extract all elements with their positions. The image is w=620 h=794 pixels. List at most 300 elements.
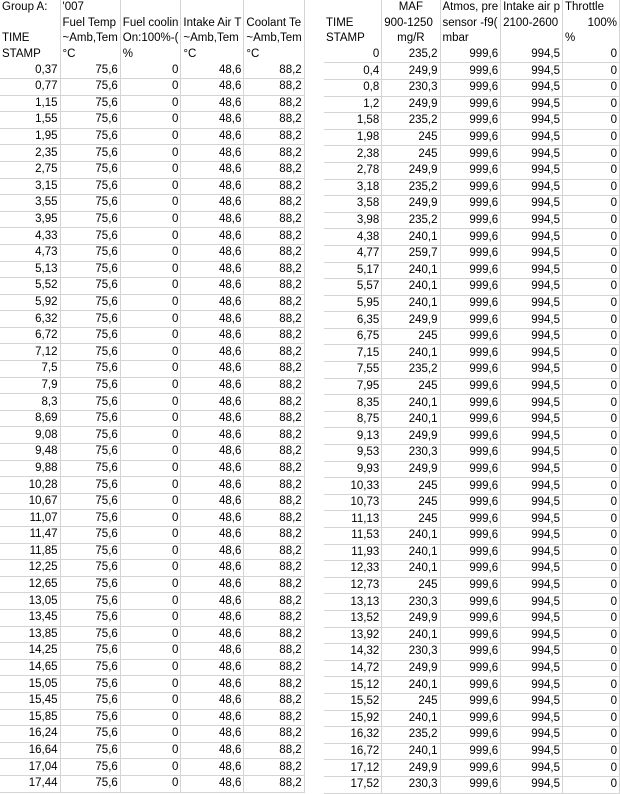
left-data-cell[interactable]: 0 (120, 560, 181, 577)
right-data-cell[interactable]: 999,6 (440, 312, 501, 329)
right-data-cell[interactable]: 0 (563, 411, 620, 428)
right-data-cell[interactable]: 0 (563, 262, 620, 279)
left-data-cell[interactable]: 75,6 (60, 726, 120, 743)
right-data-cell[interactable]: 994,5 (501, 561, 563, 578)
left-data-cell[interactable]: 75,6 (60, 692, 120, 709)
left-data-cell[interactable]: 48,6 (181, 294, 244, 311)
right-data-cell[interactable]: 249,9 (382, 760, 440, 777)
left-data-cell[interactable]: 88,2 (244, 692, 304, 709)
left-data-cell[interactable]: 7,12 (0, 344, 60, 361)
left-header-cell[interactable]: % (120, 47, 181, 63)
left-data-cell[interactable]: 0 (120, 726, 181, 743)
right-data-cell[interactable]: 994,5 (501, 262, 563, 279)
right-data-cell[interactable]: 259,7 (382, 245, 440, 262)
left-data-cell[interactable]: 7,9 (0, 377, 60, 394)
left-data-cell[interactable]: 75,6 (60, 493, 120, 510)
right-data-cell[interactable]: 0 (563, 47, 620, 63)
left-data-cell[interactable]: 3,15 (0, 178, 60, 195)
right-data-cell[interactable]: 245 (382, 494, 440, 511)
left-data-cell[interactable]: 17,44 (0, 775, 60, 792)
right-data-cell[interactable]: 0 (563, 677, 620, 694)
right-data-cell[interactable]: 15,92 (324, 710, 382, 727)
left-data-cell[interactable]: 88,2 (244, 726, 304, 743)
left-data-cell[interactable]: 75,6 (60, 775, 120, 792)
right-data-cell[interactable]: 15,52 (324, 693, 382, 710)
right-header-cell[interactable]: % (563, 31, 620, 47)
right-data-cell[interactable]: 999,6 (440, 428, 501, 445)
left-header-cell[interactable]: Group A: (0, 0, 60, 16)
right-data-cell[interactable]: 0 (563, 445, 620, 462)
left-data-cell[interactable]: 0 (120, 95, 181, 112)
right-data-cell[interactable]: 240,1 (382, 395, 440, 412)
left-header-cell[interactable]: °C (60, 47, 120, 63)
right-data-cell[interactable]: 235,2 (382, 47, 440, 63)
left-data-cell[interactable]: 0 (120, 510, 181, 527)
left-data-cell[interactable]: 75,6 (60, 676, 120, 693)
left-data-cell[interactable]: 0 (120, 112, 181, 129)
right-data-cell[interactable]: 994,5 (501, 245, 563, 262)
left-data-cell[interactable]: 1,15 (0, 95, 60, 112)
left-data-cell[interactable]: 88,2 (244, 493, 304, 510)
left-data-cell[interactable]: 2,75 (0, 161, 60, 178)
right-data-cell[interactable]: 999,6 (440, 79, 501, 96)
right-data-cell[interactable]: 3,58 (324, 196, 382, 213)
right-data-cell[interactable]: 994,5 (501, 461, 563, 478)
left-data-cell[interactable]: 0 (120, 460, 181, 477)
left-header-cell[interactable]: ~Amb,Tem (181, 31, 244, 47)
left-data-cell[interactable]: 0 (120, 527, 181, 544)
left-data-cell[interactable]: 7,5 (0, 361, 60, 378)
left-data-cell[interactable]: 48,6 (181, 543, 244, 560)
left-header-cell[interactable]: TIME (0, 31, 60, 47)
right-data-cell[interactable]: 994,5 (501, 710, 563, 727)
right-data-cell[interactable]: 994,5 (501, 693, 563, 710)
right-header-cell[interactable]: TIME (324, 16, 382, 32)
left-header-cell[interactable]: STAMP (0, 47, 60, 63)
right-data-cell[interactable]: 17,12 (324, 760, 382, 777)
left-data-cell[interactable]: 48,6 (181, 460, 244, 477)
left-header-cell[interactable]: On:100%-( (120, 31, 181, 47)
right-data-cell[interactable]: 999,6 (440, 146, 501, 163)
right-data-cell[interactable]: 994,5 (501, 229, 563, 246)
right-data-cell[interactable]: 999,6 (440, 179, 501, 196)
left-data-cell[interactable]: 0 (120, 659, 181, 676)
right-data-cell[interactable]: 994,5 (501, 727, 563, 744)
right-data-cell[interactable]: 994,5 (501, 677, 563, 694)
right-data-cell[interactable]: 999,6 (440, 743, 501, 760)
left-data-cell[interactable]: 0 (120, 394, 181, 411)
right-data-cell[interactable]: 240,1 (382, 561, 440, 578)
left-data-cell[interactable]: 5,52 (0, 278, 60, 295)
right-header-cell[interactable]: Intake air p (501, 0, 563, 16)
left-data-cell[interactable]: 48,6 (181, 560, 244, 577)
left-data-cell[interactable]: 75,6 (60, 62, 120, 78)
right-data-cell[interactable]: 245 (382, 577, 440, 594)
left-data-cell[interactable]: 75,6 (60, 643, 120, 660)
right-data-cell[interactable]: 994,5 (501, 594, 563, 611)
right-header-cell[interactable] (501, 31, 563, 47)
right-data-cell[interactable]: 0 (563, 245, 620, 262)
left-header-cell[interactable]: '007 (60, 0, 120, 16)
left-data-cell[interactable]: 88,2 (244, 361, 304, 378)
left-data-cell[interactable]: 11,07 (0, 510, 60, 527)
left-data-cell[interactable]: 5,92 (0, 294, 60, 311)
left-data-cell[interactable]: 88,2 (244, 709, 304, 726)
left-data-cell[interactable]: 88,2 (244, 626, 304, 643)
left-data-cell[interactable]: 75,6 (60, 95, 120, 112)
left-data-cell[interactable]: 75,6 (60, 759, 120, 776)
right-data-cell[interactable]: 994,5 (501, 362, 563, 379)
right-data-cell[interactable]: 1,58 (324, 113, 382, 130)
right-data-cell[interactable]: 999,6 (440, 113, 501, 130)
right-data-cell[interactable]: 14,32 (324, 644, 382, 661)
right-data-cell[interactable]: 999,6 (440, 345, 501, 362)
right-data-cell[interactable]: 14,72 (324, 660, 382, 677)
right-data-cell[interactable]: 240,1 (382, 743, 440, 760)
left-data-cell[interactable]: 0 (120, 742, 181, 759)
right-data-cell[interactable]: 0 (563, 279, 620, 296)
right-data-cell[interactable]: 999,6 (440, 577, 501, 594)
left-data-cell[interactable]: 1,55 (0, 112, 60, 129)
left-data-cell[interactable]: 48,6 (181, 261, 244, 278)
left-data-cell[interactable]: 48,6 (181, 609, 244, 626)
right-data-cell[interactable]: 994,5 (501, 660, 563, 677)
right-data-cell[interactable]: 0 (563, 312, 620, 329)
right-data-cell[interactable]: 0 (563, 610, 620, 627)
left-data-cell[interactable]: 0 (120, 543, 181, 560)
right-data-cell[interactable]: 0 (563, 461, 620, 478)
left-data-cell[interactable]: 0 (120, 294, 181, 311)
left-data-cell[interactable]: 75,6 (60, 477, 120, 494)
left-data-cell[interactable]: 0 (120, 361, 181, 378)
left-data-cell[interactable]: 75,6 (60, 709, 120, 726)
left-data-cell[interactable]: 75,6 (60, 410, 120, 427)
right-data-cell[interactable]: 0 (563, 760, 620, 777)
right-data-cell[interactable]: 994,5 (501, 445, 563, 462)
left-header-cell[interactable]: °C (244, 47, 304, 63)
right-data-cell[interactable]: 0,8 (324, 79, 382, 96)
right-data-cell[interactable]: 994,5 (501, 196, 563, 213)
left-data-cell[interactable]: 3,55 (0, 195, 60, 212)
left-data-cell[interactable]: 0 (120, 593, 181, 610)
left-data-cell[interactable]: 0 (120, 609, 181, 626)
right-data-cell[interactable]: 994,5 (501, 345, 563, 362)
right-data-cell[interactable]: 0 (563, 594, 620, 611)
right-data-cell[interactable]: 0 (563, 577, 620, 594)
left-data-cell[interactable]: 88,2 (244, 676, 304, 693)
right-data-cell[interactable]: 999,6 (440, 693, 501, 710)
left-data-cell[interactable]: 0 (120, 145, 181, 162)
right-data-cell[interactable]: 999,6 (440, 710, 501, 727)
left-data-cell[interactable]: 88,2 (244, 278, 304, 295)
left-data-cell[interactable]: 88,2 (244, 344, 304, 361)
right-data-cell[interactable]: 15,12 (324, 677, 382, 694)
right-data-cell[interactable]: 240,1 (382, 279, 440, 296)
right-header-cell[interactable]: 100% (563, 16, 620, 32)
right-data-cell[interactable]: 999,6 (440, 96, 501, 113)
right-data-cell[interactable]: 0 (563, 710, 620, 727)
right-data-cell[interactable]: 0 (563, 561, 620, 578)
left-data-cell[interactable]: 17,04 (0, 759, 60, 776)
left-data-cell[interactable]: 88,2 (244, 178, 304, 195)
right-data-cell[interactable]: 994,5 (501, 47, 563, 63)
right-data-cell[interactable]: 240,1 (382, 262, 440, 279)
left-data-cell[interactable]: 10,28 (0, 477, 60, 494)
left-data-cell[interactable]: 0 (120, 78, 181, 95)
left-data-cell[interactable]: 48,6 (181, 112, 244, 129)
left-data-cell[interactable]: 48,6 (181, 576, 244, 593)
left-data-cell[interactable]: 75,6 (60, 543, 120, 560)
left-data-cell[interactable]: 75,6 (60, 560, 120, 577)
right-data-cell[interactable]: 994,5 (501, 295, 563, 312)
left-data-cell[interactable]: 3,95 (0, 211, 60, 228)
right-data-cell[interactable]: 240,1 (382, 345, 440, 362)
left-data-cell[interactable]: 88,2 (244, 327, 304, 344)
left-data-cell[interactable]: 13,45 (0, 609, 60, 626)
left-data-cell[interactable]: 0 (120, 211, 181, 228)
left-data-cell[interactable]: 75,6 (60, 311, 120, 328)
right-data-cell[interactable]: 11,13 (324, 511, 382, 528)
right-data-cell[interactable]: 240,1 (382, 295, 440, 312)
right-data-cell[interactable]: 240,1 (382, 627, 440, 644)
right-data-cell[interactable]: 235,2 (382, 362, 440, 379)
right-data-cell[interactable]: 235,2 (382, 113, 440, 130)
left-data-cell[interactable]: 75,6 (60, 161, 120, 178)
right-data-cell[interactable]: 3,18 (324, 179, 382, 196)
left-data-cell[interactable]: 48,6 (181, 178, 244, 195)
left-data-cell[interactable]: 88,2 (244, 377, 304, 394)
right-data-cell[interactable]: 7,55 (324, 362, 382, 379)
left-data-cell[interactable]: 1,95 (0, 128, 60, 145)
right-data-cell[interactable]: 994,5 (501, 494, 563, 511)
left-data-cell[interactable]: 0 (120, 410, 181, 427)
left-header-cell[interactable]: Coolant Te (244, 16, 304, 32)
right-data-cell[interactable]: 0 (563, 743, 620, 760)
left-data-cell[interactable]: 75,6 (60, 626, 120, 643)
left-data-cell[interactable]: 0 (120, 244, 181, 261)
right-header-cell[interactable]: MAF (382, 0, 440, 16)
right-data-cell[interactable]: 0 (563, 362, 620, 379)
left-data-cell[interactable]: 48,6 (181, 593, 244, 610)
left-data-cell[interactable]: 75,6 (60, 344, 120, 361)
right-data-cell[interactable]: 0 (563, 727, 620, 744)
right-data-cell[interactable]: 0 (563, 96, 620, 113)
right-header-cell[interactable]: 900-1250 (382, 16, 440, 32)
left-data-cell[interactable]: 75,6 (60, 593, 120, 610)
left-data-cell[interactable]: 88,2 (244, 759, 304, 776)
left-data-cell[interactable]: 0 (120, 278, 181, 295)
right-data-cell[interactable]: 999,6 (440, 644, 501, 661)
left-data-cell[interactable]: 0 (120, 327, 181, 344)
right-data-cell[interactable]: 235,2 (382, 727, 440, 744)
right-data-cell[interactable]: 5,17 (324, 262, 382, 279)
left-data-cell[interactable]: 11,47 (0, 527, 60, 544)
left-data-cell[interactable]: 48,6 (181, 394, 244, 411)
left-data-cell[interactable]: 0 (120, 311, 181, 328)
left-data-cell[interactable]: 48,6 (181, 95, 244, 112)
left-data-cell[interactable]: 4,33 (0, 228, 60, 245)
left-data-cell[interactable]: 11,85 (0, 543, 60, 560)
left-data-cell[interactable]: 0 (120, 759, 181, 776)
left-data-cell[interactable]: 88,2 (244, 609, 304, 626)
left-header-cell[interactable]: Fuel coolin (120, 16, 181, 32)
right-data-cell[interactable]: 0 (563, 494, 620, 511)
left-data-cell[interactable]: 48,6 (181, 427, 244, 444)
right-data-cell[interactable]: 999,6 (440, 445, 501, 462)
right-data-cell[interactable]: 999,6 (440, 129, 501, 146)
right-data-cell[interactable]: 0 (563, 212, 620, 229)
right-data-cell[interactable]: 2,38 (324, 146, 382, 163)
left-data-cell[interactable]: 88,2 (244, 510, 304, 527)
right-data-cell[interactable]: 235,2 (382, 212, 440, 229)
right-header-cell[interactable]: mbar (440, 31, 501, 47)
left-data-cell[interactable]: 75,6 (60, 195, 120, 212)
left-data-cell[interactable]: 5,13 (0, 261, 60, 278)
right-data-cell[interactable]: 999,6 (440, 378, 501, 395)
left-data-cell[interactable]: 0 (120, 377, 181, 394)
right-data-cell[interactable]: 3,98 (324, 212, 382, 229)
right-data-cell[interactable]: 249,9 (382, 196, 440, 213)
left-data-cell[interactable]: 75,6 (60, 742, 120, 759)
right-data-cell[interactable]: 0 (563, 528, 620, 545)
left-data-cell[interactable]: 88,2 (244, 112, 304, 129)
right-data-cell[interactable]: 1,98 (324, 129, 382, 146)
right-data-cell[interactable]: 5,57 (324, 279, 382, 296)
right-data-cell[interactable]: 249,9 (382, 312, 440, 329)
right-data-cell[interactable]: 994,5 (501, 411, 563, 428)
left-data-cell[interactable]: 12,25 (0, 560, 60, 577)
left-data-cell[interactable]: 48,6 (181, 493, 244, 510)
left-data-cell[interactable]: 15,05 (0, 676, 60, 693)
right-data-cell[interactable]: 0 (563, 328, 620, 345)
right-data-cell[interactable]: 994,5 (501, 63, 563, 80)
left-data-cell[interactable]: 0 (120, 775, 181, 792)
left-data-cell[interactable]: 75,6 (60, 327, 120, 344)
right-data-cell[interactable]: 245 (382, 511, 440, 528)
right-data-cell[interactable]: 16,72 (324, 743, 382, 760)
right-data-cell[interactable]: 0 (563, 129, 620, 146)
right-data-cell[interactable]: 999,6 (440, 478, 501, 495)
right-data-cell[interactable]: 230,3 (382, 594, 440, 611)
left-data-cell[interactable]: 75,6 (60, 261, 120, 278)
right-data-cell[interactable]: 0 (563, 113, 620, 130)
right-data-cell[interactable]: 999,6 (440, 544, 501, 561)
left-data-cell[interactable]: 0 (120, 626, 181, 643)
left-data-cell[interactable]: 14,65 (0, 659, 60, 676)
right-data-cell[interactable]: 6,75 (324, 328, 382, 345)
left-data-cell[interactable]: 48,6 (181, 78, 244, 95)
left-data-cell[interactable]: 75,6 (60, 244, 120, 261)
right-data-cell[interactable]: 0 (563, 627, 620, 644)
left-data-cell[interactable]: 88,2 (244, 543, 304, 560)
left-data-cell[interactable]: 88,2 (244, 643, 304, 660)
right-data-cell[interactable]: 0 (563, 196, 620, 213)
left-data-cell[interactable]: 48,6 (181, 726, 244, 743)
right-data-cell[interactable]: 235,2 (382, 179, 440, 196)
left-data-cell[interactable]: 75,6 (60, 112, 120, 129)
left-data-cell[interactable]: 75,6 (60, 361, 120, 378)
right-data-cell[interactable]: 230,3 (382, 776, 440, 793)
right-data-cell[interactable]: 11,53 (324, 528, 382, 545)
left-data-cell[interactable]: 88,2 (244, 775, 304, 792)
right-data-cell[interactable]: 0 (563, 229, 620, 246)
right-data-cell[interactable]: 999,6 (440, 411, 501, 428)
right-data-cell[interactable]: 994,5 (501, 478, 563, 495)
left-data-cell[interactable]: 2,35 (0, 145, 60, 162)
left-data-cell[interactable]: 48,6 (181, 377, 244, 394)
right-data-cell[interactable]: 240,1 (382, 710, 440, 727)
right-data-cell[interactable]: 994,5 (501, 511, 563, 528)
right-data-cell[interactable]: 994,5 (501, 146, 563, 163)
right-data-cell[interactable]: 17,52 (324, 776, 382, 793)
right-data-cell[interactable]: 10,33 (324, 478, 382, 495)
left-data-cell[interactable]: 0 (120, 643, 181, 660)
left-data-cell[interactable]: 88,2 (244, 261, 304, 278)
left-data-cell[interactable]: 75,6 (60, 211, 120, 228)
left-data-cell[interactable]: 88,2 (244, 477, 304, 494)
left-data-cell[interactable]: 0 (120, 128, 181, 145)
left-data-cell[interactable]: 0 (120, 676, 181, 693)
right-data-cell[interactable]: 249,9 (382, 428, 440, 445)
right-data-cell[interactable]: 994,5 (501, 279, 563, 296)
right-data-cell[interactable]: 0 (563, 693, 620, 710)
left-header-cell[interactable]: Intake Air T (181, 16, 244, 32)
left-data-cell[interactable]: 10,67 (0, 493, 60, 510)
right-data-cell[interactable]: 8,35 (324, 395, 382, 412)
left-data-cell[interactable]: 75,6 (60, 576, 120, 593)
right-data-cell[interactable]: 245 (382, 693, 440, 710)
right-data-cell[interactable]: 994,5 (501, 113, 563, 130)
left-data-cell[interactable]: 48,6 (181, 244, 244, 261)
right-data-cell[interactable]: 245 (382, 328, 440, 345)
left-data-cell[interactable]: 48,6 (181, 759, 244, 776)
left-data-cell[interactable]: 0 (120, 477, 181, 494)
left-data-cell[interactable]: 88,2 (244, 593, 304, 610)
right-data-cell[interactable]: 994,5 (501, 776, 563, 793)
right-data-cell[interactable]: 999,6 (440, 279, 501, 296)
right-data-cell[interactable]: 0 (563, 544, 620, 561)
left-data-cell[interactable]: 88,2 (244, 659, 304, 676)
right-data-cell[interactable]: 0 (563, 776, 620, 793)
left-header-cell[interactable] (244, 0, 304, 16)
left-data-cell[interactable]: 0,37 (0, 62, 60, 78)
left-data-cell[interactable]: 88,2 (244, 161, 304, 178)
left-data-cell[interactable]: 88,2 (244, 527, 304, 544)
left-data-cell[interactable]: 6,32 (0, 311, 60, 328)
right-data-cell[interactable]: 249,9 (382, 96, 440, 113)
right-data-cell[interactable]: 999,6 (440, 47, 501, 63)
left-data-cell[interactable]: 88,2 (244, 195, 304, 212)
left-data-cell[interactable]: 88,2 (244, 128, 304, 145)
left-header-cell[interactable]: ~Amb,Tem (60, 31, 120, 47)
left-data-cell[interactable]: 48,6 (181, 228, 244, 245)
right-data-cell[interactable]: 999,6 (440, 162, 501, 179)
left-data-cell[interactable]: 88,2 (244, 427, 304, 444)
right-data-cell[interactable]: 12,33 (324, 561, 382, 578)
right-data-cell[interactable]: 999,6 (440, 760, 501, 777)
right-data-cell[interactable]: 245 (382, 146, 440, 163)
right-data-cell[interactable]: 0 (563, 478, 620, 495)
right-data-cell[interactable]: 5,95 (324, 295, 382, 312)
right-data-cell[interactable]: 999,6 (440, 494, 501, 511)
right-data-cell[interactable]: 6,35 (324, 312, 382, 329)
right-data-cell[interactable]: 994,5 (501, 644, 563, 661)
right-data-cell[interactable]: 0 (563, 63, 620, 80)
left-data-cell[interactable]: 88,2 (244, 444, 304, 461)
left-data-cell[interactable]: 88,2 (244, 394, 304, 411)
right-data-cell[interactable]: 0 (563, 162, 620, 179)
left-data-cell[interactable]: 75,6 (60, 609, 120, 626)
